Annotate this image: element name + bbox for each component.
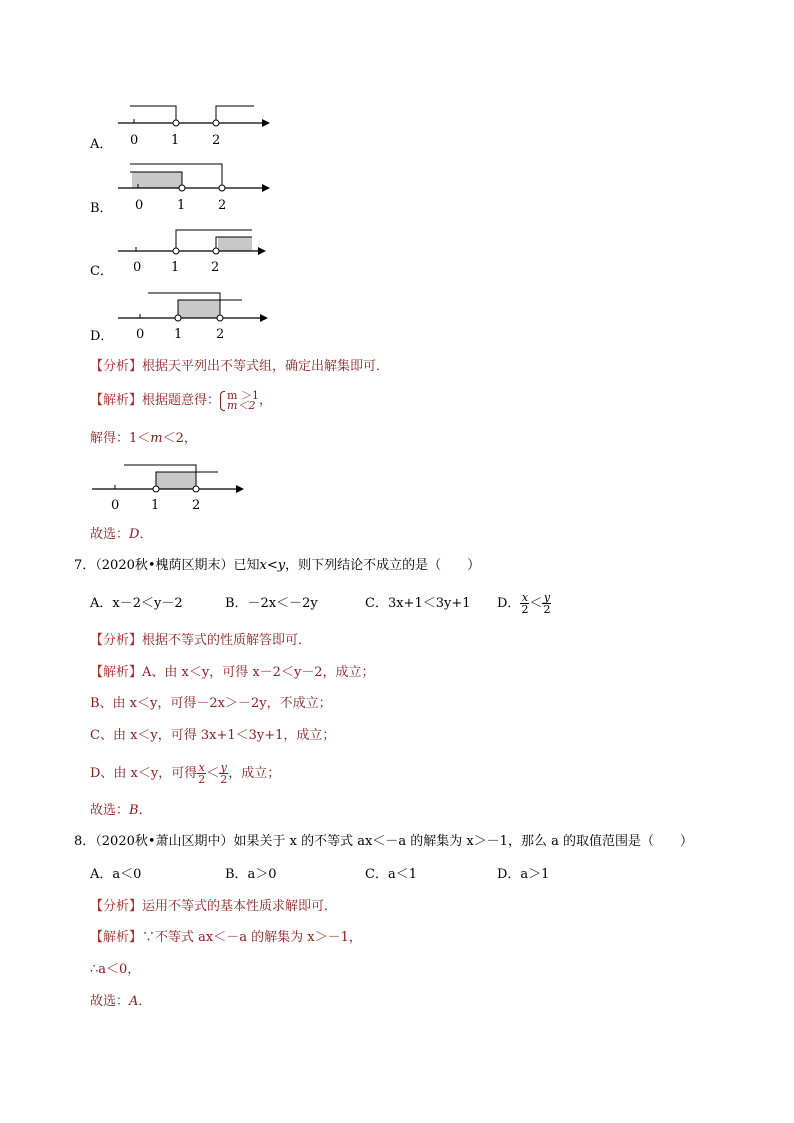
tick-1: 1 — [171, 133, 180, 148]
system-line-2: m＜2 — [227, 398, 256, 412]
q8-analysis — [90, 899, 337, 915]
q8-option-c: C．a＜1 — [365, 867, 417, 882]
option-label: B． — [90, 201, 113, 216]
conclusion-answer: A — [129, 994, 139, 1009]
conclusion-answer: D — [129, 527, 140, 542]
solution-line-a: A、由 x＜y，可得 x－2＜y－2，成立； — [142, 665, 375, 680]
tick-0: 0 — [135, 198, 144, 213]
option-label: A． — [90, 137, 113, 152]
tick-0: 0 — [136, 327, 145, 342]
analysis-text: 运用不等式的基本性质求解即可． — [142, 899, 338, 914]
q8-therefore: ∴a＜0， — [90, 962, 141, 977]
line-d-suffix: ，成立； — [228, 766, 281, 781]
analysis-tag: 【分析】 — [90, 899, 143, 914]
q8-option-b: B．a＞0 — [225, 867, 277, 882]
q7-solution-d — [90, 758, 280, 790]
tick-1: 1 — [171, 260, 180, 275]
result-prefix: 解得：1＜ — [90, 431, 151, 446]
q8-option-d: D．a＞1 — [497, 867, 550, 882]
solution-tag: 【解析】 — [90, 393, 143, 408]
result-suffix: ＜2， — [162, 431, 197, 446]
less-than: ＜ — [529, 596, 543, 611]
conclusion-suffix: ． — [139, 527, 153, 542]
q7-stem — [74, 558, 480, 574]
conclusion-suffix: ． — [138, 994, 152, 1009]
tick-2: 2 — [211, 260, 220, 275]
solution-tag: 【解析】 — [90, 665, 143, 680]
line-d-prefix: D、由 x＜y，可得 — [90, 766, 198, 781]
conclusion-suffix: ． — [138, 803, 152, 818]
system-line-1: m ＞1 — [227, 388, 259, 402]
tick-0: 0 — [111, 498, 120, 513]
q7-option-b: B．－2x＜－2y — [225, 596, 318, 611]
fraction-y-over-2: $\frac{y}{2}$ — [543, 591, 551, 616]
q6-conclusion — [90, 527, 152, 543]
q7-option-a: A．x－2＜y－2 — [90, 596, 183, 611]
q7-solution-a — [90, 665, 375, 681]
q7-analysis — [90, 633, 311, 649]
solution-intro: 根据题意得： — [142, 393, 221, 408]
tick-2: 2 — [212, 133, 221, 148]
tick-2: 2 — [192, 498, 201, 513]
q8-option-a: A．a＜0 — [90, 867, 142, 882]
number-line-solution — [0, 0, 794, 520]
analysis-tag: 【分析】 — [90, 633, 143, 648]
less-than: ＜ — [206, 766, 220, 781]
q7-solution-b: B、由 x＜y，可得－2x＞－2y，不成立； — [90, 696, 332, 711]
tick-2: 2 — [216, 327, 225, 342]
fraction-x-over-2: $\frac{x}{2}$ — [521, 591, 529, 616]
stem-condition: x<y — [259, 558, 286, 573]
solution-tag: 【解析】 — [90, 930, 143, 945]
analysis-text: 根据天平列出不等式组，确定出解集即可． — [142, 359, 390, 374]
stem-prefix: 7．（2020秋•槐荫区期末）已知 — [74, 558, 260, 573]
analysis-text: 根据不等式的性质解答即可． — [142, 633, 312, 648]
conclusion-prefix: 故选： — [90, 803, 130, 818]
q7-option-d — [497, 588, 551, 620]
tick-0: 0 — [133, 260, 142, 275]
tick-1: 1 — [174, 327, 183, 342]
option-label: C． — [90, 264, 113, 279]
q8-stem: 8．（2020秋•萧山区期中）如果关于 x 的不等式 ax＜－a 的解集为 x＞－1，那么 a 的取值范围是（ ） — [74, 834, 693, 849]
tick-2: 2 — [218, 198, 227, 213]
conclusion-prefix: 故选： — [90, 994, 130, 1009]
tick-1: 1 — [151, 498, 160, 513]
q7-conclusion — [90, 803, 152, 819]
tick-1: 1 — [177, 198, 186, 213]
q8-conclusion — [90, 994, 151, 1010]
conclusion-answer: B — [129, 803, 139, 818]
solution-text: ∵不等式 ax＜－a 的解集为 x＞－1， — [142, 930, 362, 945]
q7-option-c: C．3x+1＜3y+1 — [365, 596, 471, 611]
fraction-x-over-2: $\frac{x}{2}$ — [198, 761, 206, 786]
stem-suffix: ，则下列结论不成立的是（ ） — [285, 558, 481, 573]
result-var: m — [150, 431, 163, 446]
fraction-y-over-2: $\frac{y}{2}$ — [220, 761, 228, 786]
option-label: D． — [90, 329, 114, 344]
q7-solution-c: C、由 x＜y，可得 3x+1＜3y+1，成立； — [90, 728, 336, 743]
q8-solution — [90, 930, 362, 946]
option-label: D． — [497, 596, 521, 611]
analysis-tag: 【分析】 — [90, 359, 143, 374]
conclusion-prefix: 故选： — [90, 527, 130, 542]
system-tail: ， — [258, 393, 272, 408]
tick-0: 0 — [130, 133, 139, 148]
